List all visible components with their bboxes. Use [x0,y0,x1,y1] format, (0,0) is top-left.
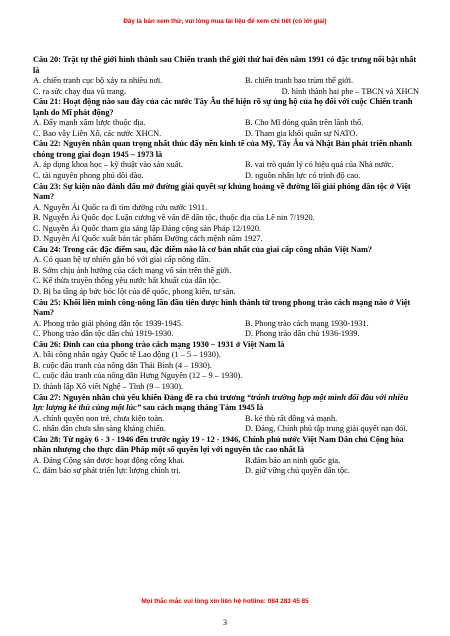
answer-c: C. Phong trào dân tộc dân chủ 1919-1930. [33,329,174,339]
answer-b: B. chiến tranh bao trùm thế giới. [245,76,354,86]
question-list [33,55,419,477]
answer-row [33,456,419,467]
answer-a: A. bãi công nhân ngày Quốc tế Lao động (1 – 5 – 1930). [33,350,221,360]
answer-d: D. thành lập Xô viết Nghệ – Tĩnh (9 – 1930). [33,381,184,391]
answer-row [33,319,419,330]
question-stem-part2: sau cách mạng tháng Tám 1945 là [140,403,264,413]
answer-a: A. Đẩy mạnh xâm lược thuộc địa. [33,118,146,128]
answer-row [33,129,419,140]
answer-row [33,329,419,340]
question-26 [33,340,419,393]
answer-c: C. nhân dân chưa sẵn sàng kháng chiến. [33,424,166,434]
question-stem [33,393,419,414]
answer-a: A. Có quan hệ tự nhiên gắn bó với giai cấp nông dân. [33,255,211,265]
answer-b: B. kẻ thù rất đông và mạnh. [245,413,338,423]
answer-b: B.đảm bảo an ninh quốc gia. [245,455,341,465]
question-stem: Câu 23: Sự kiện nào đánh dấu mở đường giải quyết sự khủng hoảng về đường lối giải phóng dân tộc ở Việt Nam? [33,181,411,202]
answer-c: C. đảm bảo sự phát triển lực lượng chính trị. [33,466,181,476]
question-stem: Câu 21: Hoạt động nào sau đây của các nước Tây Âu thể hiện rõ sự ủng hộ của họ đối với cuộc Chiến tranh lạnh do Mĩ phát động? [33,97,413,117]
answer-a: A. Nguyễn Ái Quốc ra đi tìm đường cứu nước 1911. [33,202,208,212]
page-number: 3 [223,618,227,627]
question-24 [33,245,419,298]
answer-c: C. tài nguyên phong phú dồi dào. [33,171,144,181]
answer-c: C. cuộc đấu tranh của nông dân Hưng Nguyên (12 – 9 – 1930). [33,371,243,381]
question-stem: Câu 20: Trật tự thế giới hình thành sau Chiến tranh thế giới thứ hai đến năm 1991 có đặc trưng nổi bật nhất là [33,55,417,75]
answer-row [33,414,419,425]
answer-a: A. Phong trào giải phóng dân tộc 1939-1945. [33,318,184,328]
question-stem: Câu 24: Trong các đặc điểm sau, đặc điểm nào là cơ bản nhất của giai cấp công nhân Việt Nam? [33,244,373,254]
answer-c: C. Nguyễn Ái Quốc tham gia sáng lập Đảng cộng sản Pháp 12/1920. [33,223,262,233]
question-stem: Câu 22: Nguyên nhân quan trọng nhất thúc đẩy nền kinh tế của Mỹ, Tây Âu và Nhật Bản phát triển nhanh chóng trong giai đoạn 1945 – 1973 là [33,139,412,159]
question-27 [33,393,419,435]
answer-row [33,87,419,98]
footer-banner: Mọi thắc mắc vui lòng xin liên hệ hotline: 084 283 45 85 [141,598,309,605]
answer-row [33,424,419,435]
question-25 [33,298,419,340]
question-stem: Câu 28: Từ ngày 6 - 3 - 1946 đến trước ngày 19 - 12 - 1946, Chính phủ nước Việt Nam Dân chủ Cộng hòa nhân nhượng cho thực dân Pháp một số quyền lợi với nguyên tắc cao nhất là [33,434,404,455]
answer-row [33,76,419,87]
answer-d: D. Nguyễn Ái Quốc xuất bản tác phẩm Đường cách mệnh năm 1927. [33,234,263,244]
question-23 [33,182,419,245]
answer-d: D. Tham gia khối quân sự NATO. [245,128,358,138]
answer-row [33,160,419,171]
answer-d: D. Đảng, Chính phủ tập trung giải quyết nạn đói. [245,424,408,434]
answer-d: D. Bị ba tầng áp bức bóc lột của đế quốc, phong kiến, tư sản. [33,287,236,297]
question-stem-quote: “tránh trường hợp một mình đối đầu với nhiều lực lượng kẻ thù cùng một lúc” [33,392,409,413]
answer-a: A. áp dụng khoa học – kỹ thuật vào sản xuất. [33,160,183,170]
question-20 [33,55,419,97]
question-stem-part1: Câu 27: Nguyên nhân chủ yếu khiến Đảng đề ra chủ trương [33,392,247,402]
question-stem: Câu 25: Khối liên minh công-nông lần đầu tiên được hình thành từ trong phong trào cách mạng nào ở Việt Nam? [33,297,411,318]
question-22 [33,139,419,181]
answer-row [33,171,419,182]
answer-a: A. chiến tranh cục bộ xảy ra nhiều nơi. [33,76,163,86]
answer-b: B. Phong trào cách mạng 1930-1931. [245,318,369,328]
answer-b: B. Nguyễn Ái Quốc đọc Luận cương về vấn đề dân tộc, thuộc địa của Lê nin 7/1920. [33,213,315,223]
answer-c: C. Kế thừa truyền thống yêu nước bất khuất của dân tộc. [33,276,221,286]
answer-a: A. chính quyền non trẻ, chưa kiện toàn. [33,413,165,423]
question-stem: Câu 26: Đỉnh cao của phong trào cách mạng 1930 – 1931 ở Việt Nam là [33,339,285,349]
question-28 [33,435,419,477]
answer-b: B. Cho Mĩ đóng quân trên lãnh thổ. [245,118,364,128]
answer-d: D. giữ vững chủ quyền dân tộc. [245,466,350,476]
answer-c: C. ra sức chạy đua vũ trang. [33,86,126,96]
answer-c: C. Bao vây Liên Xô, các nước XHCN. [33,128,162,138]
answer-b: B. vai trò quản lý có hiệu quả của Nhà nước. [245,160,394,170]
question-21 [33,97,419,139]
answer-row [33,118,419,129]
answer-b: B. Sớm chịu ảnh hưởng của cách mạng vô sản trên thế giới. [33,265,232,275]
answer-d: D. nguồn nhân lực có trình độ cao. [245,171,361,181]
answer-row [33,466,419,477]
answer-a: A. Đảng Cộng sản được hoạt động công khai. [33,455,185,465]
header-banner: Đây là bản xem thử, vui lòng mua tài liệu để xem chi tiết (có lời giải) [123,18,327,25]
answer-d: D. hình thành hai phe – TBCN và XHCN [281,86,419,96]
answer-b: B. cuộc đấu tranh của nông dân Thái Bình (4 – 1930). [33,360,212,370]
answer-d: D. Phong trào dân chủ 1936-1939. [245,329,360,339]
